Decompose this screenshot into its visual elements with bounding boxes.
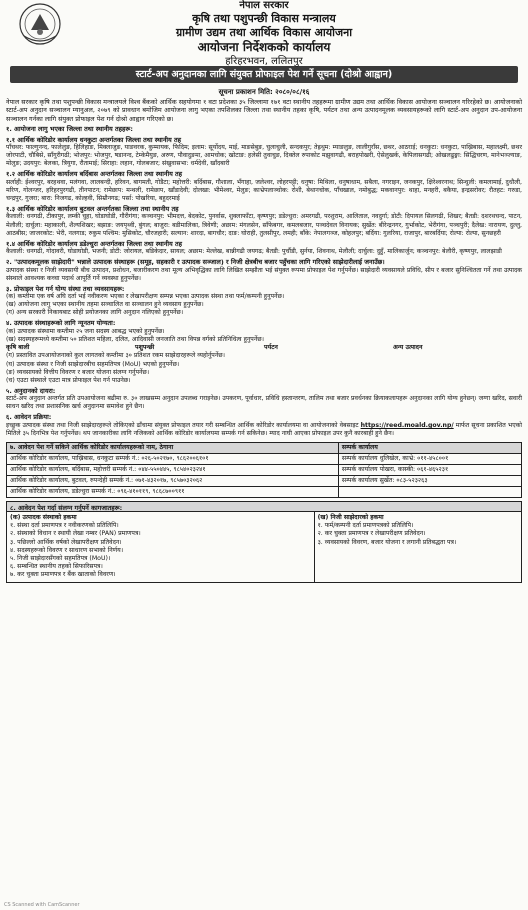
section-3-item: (ख) आयोजना लागु भएका स्थानीय तहमा सञ्चालित वा सञ्चालन हुने व्यवसाय हुनुपर्नेछ। — [6, 301, 204, 309]
offices-header-left: ७. आवेदन पेश गर्ने सकिने आर्थिक कोरिडोर कार्यालयहरूको नाम, ठेगाना — [7, 443, 339, 454]
section-1-title: १. आयोजना लागु भएका जिल्ला तथा स्थानीय तहहरू: — [6, 125, 133, 134]
partner-docs-heading: (ख) निजी साझेदारको हकमा — [317, 514, 384, 522]
section-1-3-text: कैलाली: धनगढी, टीकापुर, लम्की चुहा, घोडाघोडी, गौरीगंगा; कञ्चनपुर: भीमदत्त, बेदकोट, पुनर्वास, शुक्लाफाँटा, कृष्णपुर; डडेल्धुरा: अमरगढी, परशुराम, आलिताल, नवदुर्गा; डोटी: दिपायल सिलगढी, शिखर; बैतडी: दशरथचन्द, पाटन, मेलौली; दार्चुला: महाकाली, शैल्यशिखर; बझाङ: जयपृथ्वी, बुंगल; बाजुरा: बडीमालिका, त्रिवेणी; अछाम: मंगलसेन, साँफेबगर, कमलबजार, पञ्चदेवल विनायक; सुर्खेत: बीरेन्द्रनगर, गुर्भाकोट, भेरीगंगा, पञ्चपुरी; दैलेख: नारायण, दुल्लु, आठबीस; जाजरकोट: भेरी, नलगाड; रुकुम पश्चिम: मुसिकोट, चौरजहारी; सल्यान: शारदा, बागचौर; दाङ: घोराही, तुलसीपुर, लमही; बाँके: नेपालगञ्ज, कोहलपुर; बर्दिया: गुलरिया, राजापुर, बारबर्दिया; रोल्पा: रोल्पा, सुनछहरी — [6, 213, 522, 237]
contact-office-cell: सम्पर्क कार्यालय धुलिखेल, काभ्रे: ०११-४५८००१ — [338, 454, 521, 465]
table-row — [7, 487, 522, 498]
section-6-text-after: मार्फत सूचना प्रकाशित भएको मितिले ३५ दिनभित्र पेश गर्नुपर्नेछ। थप जानकारीका लागि नजिकको आर्थिक कोरिडोर कार्यालयमा सम्पर्क गर्न सकिनेछ। म्याद नाघी आएका प्रोफाइल उपर कुनै कारबाही हुने छैन। — [6, 421, 523, 437]
section-1-2-heading: १.२ आर्थिक कोरिडोर कार्यालय बर्दिबास अन्तर्गतका जिल्ला तथा स्थानीय तह — [6, 170, 183, 179]
section-2-text: उत्पादक संस्था र निजी व्यवसायी बीच उत्पादन, प्रशोधन, बजारीकरण तथा मूल्य अभिवृद्धिका लागि लिखित सम्झौता भई संयुक्त रूपमा प्रोफाइल पेश गर्नुपर्नेछ। साझेदारी व्यवसायले प्रविधि, सीप र बजार सुनिश्चितता गर्ने तथा उत्पादक संस्थाले आवश्यक कच्चा पदार्थ आपूर्ति गर्ने व्यवस्था हुनुपर्नेछ। — [6, 266, 522, 282]
section-4-item: (क) उत्पादक संस्थामा कम्तीमा २५ जना सदस्य आबद्ध भएको हुनुपर्नेछ। — [6, 327, 165, 335]
section-3-title: ३. प्रोफाइल पेश गर्न योग्य संस्था तथा व्यवसायहरू: — [6, 284, 125, 293]
office-cell: आर्थिक कोरिडोर कार्यालय, पाख्रिबास, धनकुटा सम्पर्क नं.: ०२६-५०२१७०, ९८६२००६१०१ — [7, 454, 339, 465]
office-cell: आर्थिक कोरिडोर कार्यालय, डडेल्धुरा सम्पर्क नं.: ०९६-४१०११९, ९८६८७००९११ — [7, 487, 339, 498]
section-4-item: (ख) सदस्यहरूमध्ये कम्तीमा ५० प्रतिशत महिला, दलित, आदिवासी जनजाति तथा विपन्न वर्गको प्रतिनिधित्व हुनुपर्नेछ। — [6, 335, 264, 343]
section-1-2-text: सर्लाही: ईश्वरपुर, बरहथवा, मलंगवा, लालबन्दी, हरिवन, बागमती, गोडैटा; महोत्तरी: बर्दिबास, गौशाला, भँगाहा, जलेश्वर, लोहरपट्टी; धनुषा: मिथिला, धनुषाधाम, सबैला, नगराइन, जनकपुर, क्षिरेश्वरनाथ; सिन्धुली: कमलामाई, दुधौली, मरिण, गोलन्जर, हरिहरपुरगढी, तीनपाटन; रामेछाप: मन्थली, रामेछाप, खाँडादेवी; दोलखा: भीमेश्वर, मेलुङ; काभ्रेपलाञ्चोक: रोशी, बेथानचोक, पाँचखाल, नमोबुद्ध; मकवानपुर: थाहा, मनहरी, बकैया, इन्द्रसरोवर; रौतहट: गरुडा, चन्द्रपुर, गुजरा; बारा: निजगढ, कोल्हवी, सिम्रौनगढ; पर्सा: पोखरिया, बहुदरमाई — [6, 178, 522, 202]
office-address: हरिहरभवन, ललितपुर — [225, 56, 303, 67]
section-1-4-text: कैलाली: धनगढी, गोदावरी, घोडाघोडी, भजनी; डोटी: जोरायल, बडिकेदार, सायल; अछाम: मेल्लेख, बान्नीगढी जयगढ; बैतडी: पुर्चौडी, सुर्नया, शिवनाथ, मेलौली; दार्चुला: दुहुँ, मालिकार्जुन; कञ्चनपुर: बेलौरी, कृष्णपुर, लालझाडी — [6, 248, 502, 256]
section-1-3-heading: १.३ आर्थिक कोरिडोर कार्यालय बुटवल अन्तर्गतका जिल्ला तथा स्थानीय तह — [6, 205, 179, 213]
list-item: ४. सदस्यहरूको विवरण र साधारण सभाको निर्णय। — [10, 546, 124, 554]
ministry-name: कृषि तथा पशुपन्छी विकास मन्त्रालय — [192, 12, 336, 25]
table-row — [7, 465, 522, 476]
product-category: पर्यटन — [264, 344, 278, 352]
section-3-item: (ग) अन्य सरकारी निकायबाट सोही प्रयोजनका लागि अनुदान नलिएको हुनुपर्नेछ। — [6, 309, 184, 317]
list-item: १. संस्था दर्ता प्रमाणपत्र र नवीकरणको प्रतिलिपि। — [10, 522, 119, 530]
section-4-item: (ङ) व्यवसायको वित्तीय विवरण र बजार योजना संलग्न गर्नुपर्नेछ। — [6, 368, 150, 376]
contact-office-cell: सम्पर्क कार्यालय सुर्खेत: ०८३-५२३२६३ — [338, 476, 521, 487]
section-4-item: (च) एउटा संस्थाले एउटा मात्र प्रोफाइल पेश गर्न पाउनेछ। — [6, 376, 131, 384]
section-5-title: ५. अनुदानको दायरा: — [6, 386, 56, 395]
office-cell: आर्थिक कोरिडोर कार्यालय, बुटवल, रुपन्देही सम्पर्क नं.: ०७१-४३२०१७, ९८५७०३२०६२ — [7, 476, 339, 487]
contact-office-cell — [338, 487, 521, 498]
contact-office-cell: सम्पर्क कार्यालय पोखरा, कास्की: ०६१-४६५२३१ — [338, 465, 521, 476]
list-item: ३. पछिल्लो आर्थिक वर्षको लेखापरीक्षण प्रतिवेदन। — [10, 538, 122, 546]
intro-paragraph: नेपाल सरकार कृषि तथा पशुपन्छी विकास मन्त्रालयले विश्व बैंकको आर्थिक सहयोगमा १ वटा प्रदेशका ३५ जिल्लामा १७१ वटा स्थानीय तहहरूमा ग्रामीण उद्यम तथा आर्थिक विकास आयोजना सञ्चालन गरिरहेको छ। आयोजनाको स्टार्ट-अप अनुदान सञ्चालन म्यानुअल, २०७९ को प्रावधान बमोजिम आयोजना लागु भएका तपशिलका जिल्ला तथा स्थानीय तहका कृषि, पर्यटन तथा अन्य उत्पादनमूलक व्यवसायहरूको लागि स्टार्ट-अप अनुदान उप-आयोजना सञ्चालन गर्नका लागि संयुक्त प्रोफाइल पेश गर्न दोश्रो आह्वान गरिएको छ। — [6, 98, 522, 123]
section-6-title: ६. आवेदन प्रक्रिया: — [6, 413, 52, 422]
list-item: २. कर चुक्ता प्रमाणपत्र र लेखापरीक्षण प्रतिवेदन। — [317, 530, 426, 538]
producer-docs-heading: (क) उत्पादक संस्थाको हकमा — [10, 514, 77, 522]
section-6-text — [6, 422, 522, 438]
offices-header-right: सम्पर्क कार्यालय — [338, 443, 521, 454]
notice-title: स्टार्ट-अप अनुदानका लागि संयुक्त प्रोफाइल पेश गर्ने सूचना (दोश्रो आह्वान) — [10, 66, 518, 83]
section-4-title: ४. उत्पादक संस्थाहरूको लागि न्यूनतम योग्यता: — [6, 319, 116, 328]
table-row — [7, 454, 522, 465]
govt-name: नेपाल सरकार — [239, 0, 289, 11]
section-6-text-before: इच्छुक उत्पादक संस्था तथा निजी साझेदारहरूले तोकिएको ढाँचामा संयुक्त प्रोफाइल तयार गरी सम्बन्धित आर्थिक कोरिडोर कार्यालयमा वा आयोजनाको वेबसाइट — [6, 421, 359, 429]
list-item: २. संस्थाको विधान र स्थायी लेखा नम्बर (PAN) प्रमाणपत्र। — [10, 530, 141, 538]
list-item: ३. व्यवसायको विवरण, बजार योजना र लगानी प्रतिबद्धता पत्र। — [317, 538, 457, 546]
list-item: ६. सम्बन्धित स्थानीय तहको सिफारिसपत्र। — [10, 563, 103, 571]
section-4-item: (ग) प्रस्तावित उपआयोजनाको कुल लागतको कम्तीमा ३० प्रतिशत रकम साझेदारहरूले व्यहोर्नुपर्नेछ। — [6, 352, 225, 360]
offices-table-header — [7, 443, 522, 454]
publication-date: सूचना प्रकाशन मिति: २०८०/०८/१६ — [218, 88, 310, 96]
list-item: ५. निजी साझेदारसँगको सहमतिपत्र (MoU)। — [10, 555, 111, 563]
section-1-1-heading: १.१ आर्थिक कोरिडोर कार्यालय धनकुटा अन्तर्गतका जिल्ला तथा स्थानीय तह — [6, 135, 182, 144]
producer-docs-column — [7, 512, 315, 582]
reed-website-link[interactable]: https://reed.moald.gov.np/ — [360, 421, 454, 429]
section-3-item: (क) कम्तीमा एक वर्ष अघि दर्ता भई नवीकरण भएका र लेखापरीक्षण सम्पन्न भएका उत्पादक संस्था तथा फर्म/कम्पनी हुनुपर्नेछ। — [6, 293, 285, 301]
offices-table — [6, 442, 522, 498]
section-2-title: २. "उत्पादकमूलक साझेदारी" भन्नाले उत्पादक संस्थाहरू (समूह, सहकारी र उत्पादक सञ्जाल) र निजी क्षेत्रबीच बजार पहुँचका लागि गरिएको साझेदारीलाई जनाउँछ। — [6, 258, 385, 267]
table-row — [7, 476, 522, 487]
letterhead — [6, 0, 522, 67]
documents-box — [6, 512, 522, 583]
nepal-emblem-icon — [18, 2, 62, 46]
section-1-1-text: पाँचथर: फाल्गुनन्द, फालेलुङ, हिलिहाङ, मिक्लाजुङ, याङवरक, कुम्मायक, फिदिम; इलाम: सूर्योदय, माई, माङसेबुङ, चुलाचुली, सन्दकपुर; तेह्रथुम: म्याङलुङ, लालीगुराँस, छथर, आठराई; धनकुटा: धनकुटा, पाख्रिबास, महालक्ष्मी, छथर जोरपाटी, चौबिसे, साँगुरीगढी; भोजपुर: भोजपुर, षडानन्द, टेम्केमैयुङ, अरुण, पौवादुङमा, आमचोक; खोटाङ: हलेसी तुवाचुङ, दिक्तेल रुपाकोट मझुवागढी, बराहपोखरी, ऐसेलुखर्क, केपिलासगढी; ओखलढुङ्गा: सिद्धिचरण, मानेभञ्ज्याङ, मोलुङ; उदयपुर: बेलका, त्रियुगा, रौतामाई; सिराहा: लहान, गोलबजार; संखुवासभा: धर्मदेवी, खाँदबारी — [6, 144, 522, 168]
section-5-text: स्टार्ट-अप अनुदान अन्तर्गत प्रति उपआयोजना बढीमा रु. ३० लाखसम्म अनुदान उपलब्ध गराइनेछ। उपकरण, पूर्वाधार, प्रविधि हस्तान्तरण, तालिम तथा बजार प्रवर्धनका क्रियाकलापहरू अनुदानका लागि योग्य हुनेछन्। जग्गा खरिद, सवारी साधन खरिद तथा प्रशासनिक खर्च अनुदानमा समावेश हुने छैन। — [6, 395, 522, 411]
documents-title: ८. आवेदन पेश गर्दा संलग्न गर्नुपर्ने कागजातहरू: — [6, 501, 522, 512]
partner-docs-column — [315, 512, 521, 582]
product-category: कृषि बाली — [6, 344, 30, 352]
office-name: आयोजना निर्देशकको कार्यालय — [197, 40, 331, 54]
list-item: १. फर्म/कम्पनी दर्ता प्रमाणपत्रको प्रतिलिपि। — [317, 522, 414, 530]
camscanner-watermark: CS Scanned with CamScanner — [4, 902, 80, 908]
product-category: अन्य उत्पादन — [393, 344, 423, 352]
office-cell: आर्थिक कोरिडोर कार्यालय, बर्दिबास, महोत्तरी सम्पर्क नं.: ०४४-५५०४४५, ९८५४०२३२४१ — [7, 465, 339, 476]
section-4-item: (घ) उत्पादक संस्था र निजी साझेदारबीच सहमतिपत्र (MoU) भएको हुनुपर्नेछ। — [6, 360, 180, 368]
list-item: ७. कर चुक्ता प्रमाणपत्र र बैंक खाताको विवरण। — [10, 571, 116, 579]
product-category: पशुपन्छी — [135, 344, 155, 352]
section-1-4-heading: १.४ आर्थिक कोरिडोर कार्यालय डडेल्धुरा अन्तर्गतका जिल्ला तथा स्थानीय तह — [6, 239, 182, 248]
project-name: ग्रामीण उद्यम तथा आर्थिक विकास आयोजना — [175, 26, 353, 39]
